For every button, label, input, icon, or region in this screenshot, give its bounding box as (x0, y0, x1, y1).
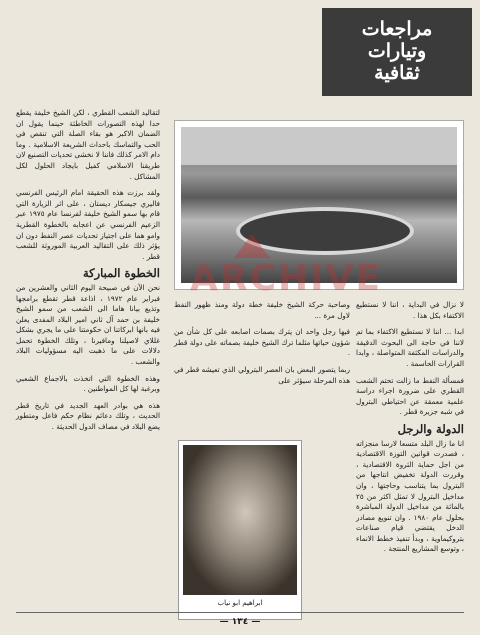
paragraph: نحن الآن في صبيحة اليوم الثاني والعشرين من فبراير عام ١٩٧٢ ، اذاعة قطر تقطع برامجها وتذيع بيانا هاما الى الشعب من سمو الشيخ خليفة بن حمد آل ثاني امير البلاد المفدى يعلن فيه بانها ابركاتنا ان حكومتنا على ما يجري بشكل غللاي لاصيلنا ومافيرنا ، وتلك الخطوة تحمل دلالات على ما ذهبت اليه مسؤوليات البلاد والشعب . (16, 282, 160, 367)
subheading-blessed-step: الخطوة المباركة (82, 266, 160, 281)
portrait-caption: ابراهيم ابو نياب (217, 599, 263, 607)
paragraph: انا ما زال البلد متسعا لارسا منجزاته ، فصدرت قوانين التوزة الاقتصادية من اجل حماية الثروة الاقتصادية ، وقررت الدولة تخفيض انتاجها من البترول بما يتناسب وحاجتها ، وان مداخيل البترول لا تمثل اكثر من ٢٥ بالمائة من مداخيل الدولة المباشرة بحلول عام ١٩٨٠ . وان تنويع مصادر الدخل يقتضي قيام صناعات بتروكيماوية ، وبدأ تنفيذ خطط الانماء ، وتوسع المشاريع المنتجة . (356, 438, 464, 554)
paragraph: ربما يتصور البعض بان العصر البترولي الذي تعيشه قطر في هذه المرحلة سيؤثر على (174, 364, 350, 385)
archive-logo-icon (232, 232, 272, 260)
section-title-line-3: ثقافية (374, 62, 420, 84)
paragraph: وهذه الخطوة التي اتخذت بالاجماع الشعبي وبرغبة لها كل المواطنين . (16, 373, 160, 394)
subheading-state-and-man: الدولة والرجل (397, 421, 464, 436)
paragraph: لتقاليد الشعب القطري ، لكن الشيخ خليفة يقطع حدا لهذه التصورات الخاطئة حينما يقول ان الضمان الاكبر هو بقاء الصلة التي تنقص في الحب والتماسك باحداث الشريعة الاسلامية . وما دام الامر كذلك فاننا لا نخشى تحديات التصنيع لان طريقنا الاسلامي كفيل بايجاد الحلول لكل المشاكل . (16, 108, 160, 181)
watermark: ARCHIVE (190, 258, 382, 299)
page-number: — ١٣٤ — (219, 617, 261, 627)
paragraph: وصاحبة حركة الشيخ خليفة خطة دولة ومنذ ظهور النفط لاول مرة ... (174, 300, 350, 320)
middle-text-column (174, 300, 350, 392)
paragraph: ولقد برزت هذه الحقيقة امام الرئيس الفرنسي فاليري جيسكار ديستان ، على اثر الزيارة التي قام بها سمو الشيخ خليفة لفرنسا عام ١٩٧٥ عبر الزعيم الفرنسي عن اعجابه بالخطوة القطرية وامو هما على اجتياز تحديات عصر النفط دون ان يؤثر ذلك على التقاليد العربية الموروثة للشعب قطر . (16, 188, 160, 261)
paragraph: هذه هي بوادر العهد الجديد في تاريخ قطر الحديث ، وتلك دعائم نظام حكم فاعل ومتطور يضع البلاد في مصاف الدول الحديثة . (16, 400, 160, 432)
section-title-line-2: وتيارات (367, 40, 427, 62)
section-title-line-1: مراجعات (361, 18, 433, 40)
paragraph: لا نزال في البداية ، اننا لا نستطيع الاكتفاء بكل هذا . (356, 300, 464, 320)
footer-rule (16, 612, 464, 613)
right-text-column (356, 300, 464, 561)
sky-area (181, 127, 457, 165)
portrait-image (183, 445, 297, 595)
left-text-column (16, 108, 160, 439)
portrait-photo (178, 440, 302, 620)
section-title (322, 18, 472, 84)
section-header (322, 8, 472, 96)
paragraph: فيها رجل واحد ان يترك بصمات اصابعه على كل شأن من شؤون حياتها مثلما ترك الشيخ خليفة بصماته على دولة قطر . (174, 327, 350, 358)
paragraph: فمسألة النفط ما زالت تحتم الشعب القطري على ضرورة اجراء دراسة علمية معمقة عن احتياطي البترول في شبه جزيرة قطر . (356, 375, 464, 417)
paragraph: ابدا ... اننا لا نستطيع الاكتفاء بما تم لاننا في حاجة الى البحوث الدقيقة والدراسات المكثفة المتواصلة ، وابدا القرارات الحاسمة . (356, 327, 464, 368)
